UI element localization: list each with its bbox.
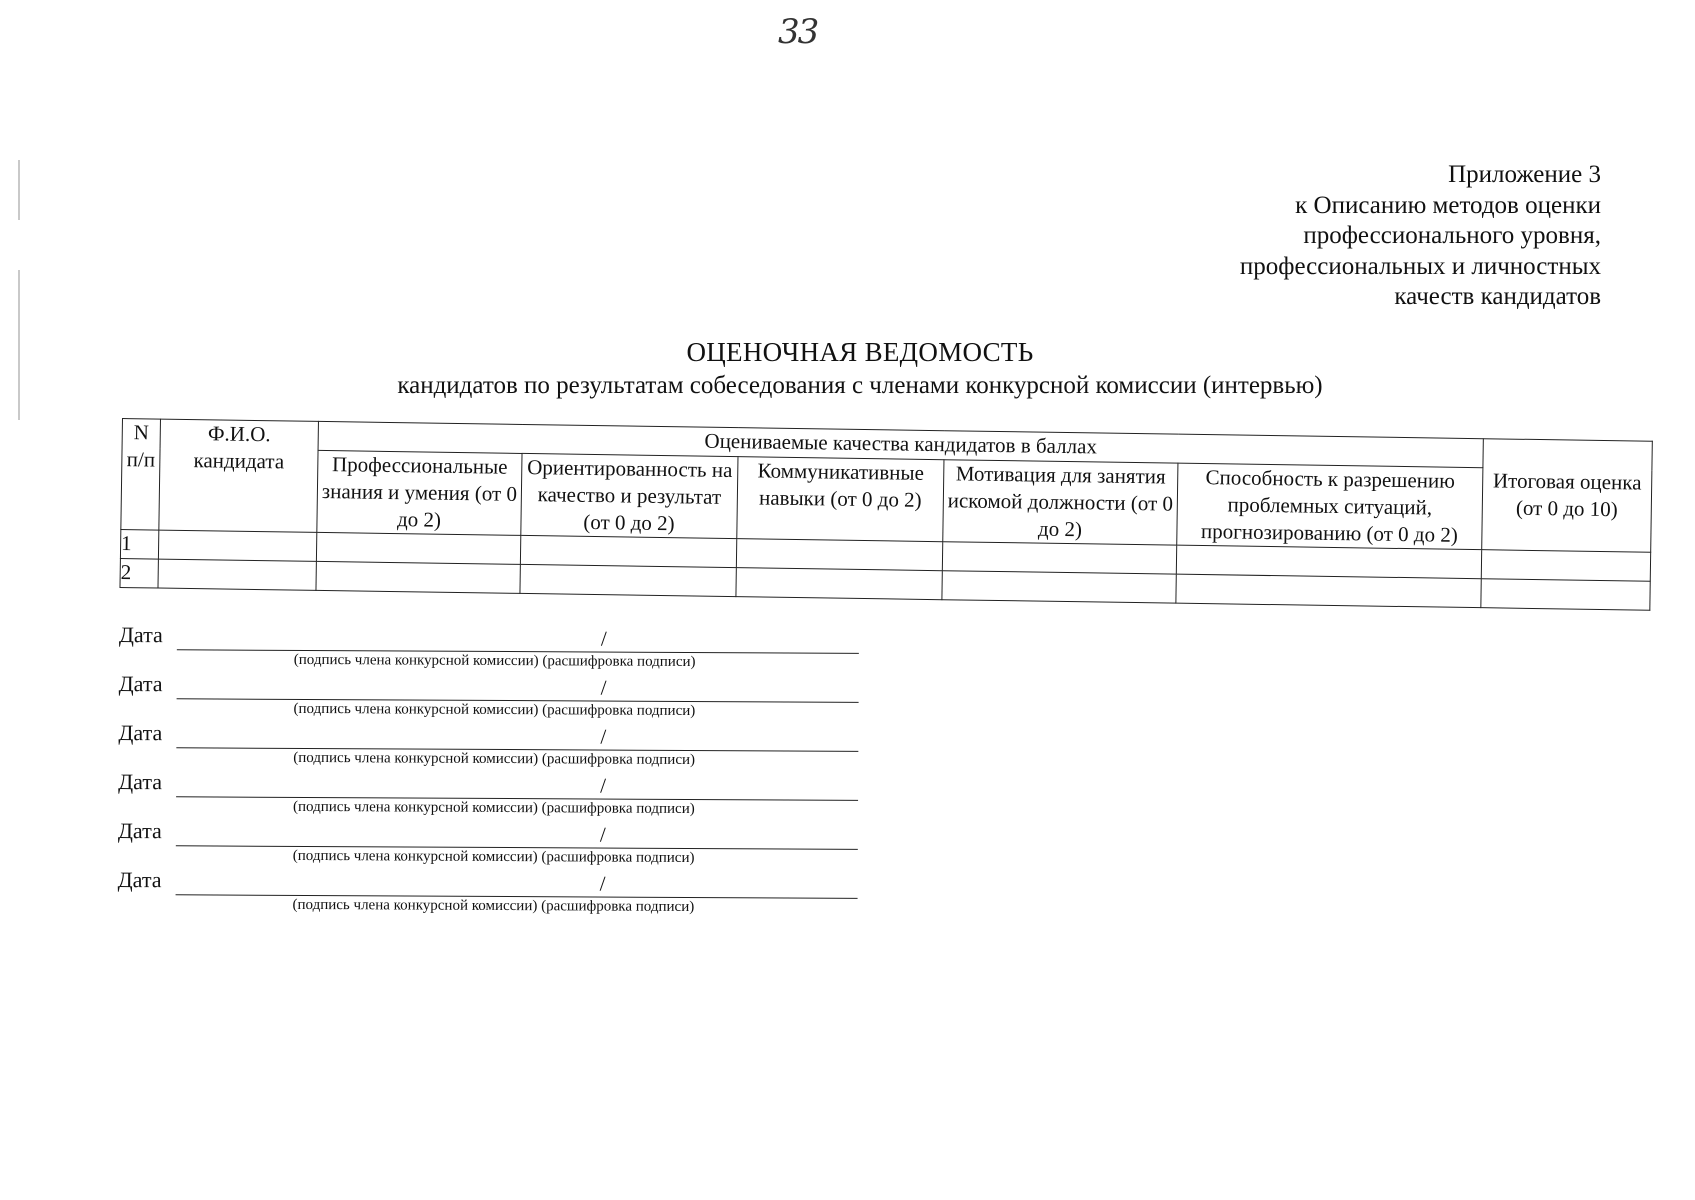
signature-block (119, 622, 879, 675)
signature-separator: / (600, 675, 607, 700)
signature-caption: (подпись члена конкурсной комиссии) (расшифровка подписи) (293, 700, 696, 720)
signature-separator: / (600, 773, 607, 798)
evaluation-table (119, 418, 1652, 611)
appendix-line: Приложение 3 (1448, 161, 1601, 188)
header-criterion: Мотивация для занятия искомой должности (от 0 до 2) (943, 460, 1178, 545)
header-criterion: Способность к разрешению проблемных ситуаций, прогнозированию (от 0 до 2) (1177, 463, 1483, 550)
document-title: ОЦЕНОЧНАЯ ВЕДОМОСТЬ (686, 337, 1034, 367)
header-number: N п/п (121, 419, 161, 531)
candidate-name-cell[interactable] (158, 530, 316, 561)
signature-section (117, 622, 879, 920)
signature-caption: (подпись члена конкурсной комиссии) (расшифровка подписи) (293, 651, 696, 671)
signature-block (118, 818, 878, 871)
signature-separator: / (599, 822, 606, 847)
signature-block (118, 671, 878, 724)
signature-caption: (подпись члена конкурсной комиссии) (расшифровка подписи) (292, 798, 695, 818)
appendix-line: качеств кандидатов (1394, 283, 1601, 310)
header-total-score: Итоговая оценка (от 0 до 10) (1482, 439, 1653, 552)
score-cell[interactable] (520, 564, 736, 596)
header-candidate-name: Ф.И.О. кандидата (159, 419, 319, 532)
signature-caption: (подпись члена конкурсной комиссии) (расшифровка подписи) (293, 749, 696, 769)
row-number: 2 (120, 558, 158, 588)
appendix-line: профессиональных и личностных (1239, 252, 1601, 280)
appendix-line: профессионального уровня, (1303, 222, 1601, 249)
score-cell[interactable] (1176, 574, 1481, 608)
total-score-cell[interactable] (1481, 550, 1650, 582)
score-cell[interactable] (520, 535, 736, 567)
total-score-cell[interactable] (1481, 579, 1650, 611)
score-cell[interactable] (1176, 545, 1481, 579)
score-cell[interactable] (736, 539, 942, 571)
page-number: 33 (778, 12, 818, 52)
signature-separator: / (599, 871, 606, 896)
candidate-name-cell[interactable] (158, 559, 316, 590)
signature-block (118, 720, 878, 773)
header-criterion: Коммуникативные навыки (от 0 до 2) (737, 457, 944, 542)
score-cell[interactable] (316, 561, 520, 593)
date-label: Дата (118, 719, 163, 746)
score-cell[interactable] (942, 542, 1176, 574)
appendix-note (1081, 160, 1601, 313)
date-label: Дата (117, 866, 162, 893)
score-cell[interactable] (736, 568, 942, 600)
header-criterion: Профессиональные знания и умения (от 0 до 2) (317, 450, 522, 535)
date-label: Дата (117, 817, 162, 844)
signature-block (117, 867, 877, 920)
date-label: Дата (118, 768, 163, 795)
score-cell[interactable] (316, 532, 520, 564)
row-number: 1 (120, 529, 158, 559)
appendix-line: к Описанию методов оценки (1295, 191, 1601, 219)
document-subtitle: кандидатов по результатам собеседования с членами конкурсной комиссии (интервью) (397, 372, 1323, 399)
signature-caption: (подпись члена конкурсной комиссии) (расшифровка подписи) (292, 847, 695, 867)
evaluation-table-wrapper (119, 418, 1651, 611)
score-cell[interactable] (942, 571, 1176, 603)
date-label: Дата (118, 670, 163, 697)
signature-caption: (подпись члена конкурсной комиссии) (расшифровка подписи) (292, 896, 695, 916)
header-qualities-group: Оцениваемые качества кандидатов в баллах (318, 421, 1483, 467)
signature-block (118, 769, 878, 822)
scan-edge-mark (18, 160, 20, 220)
header-criterion: Ориентированность на качество и результат (от 0 до 2) (521, 453, 738, 538)
date-label: Дата (118, 622, 163, 648)
signature-separator: / (600, 724, 607, 749)
signature-separator: / (600, 626, 607, 651)
